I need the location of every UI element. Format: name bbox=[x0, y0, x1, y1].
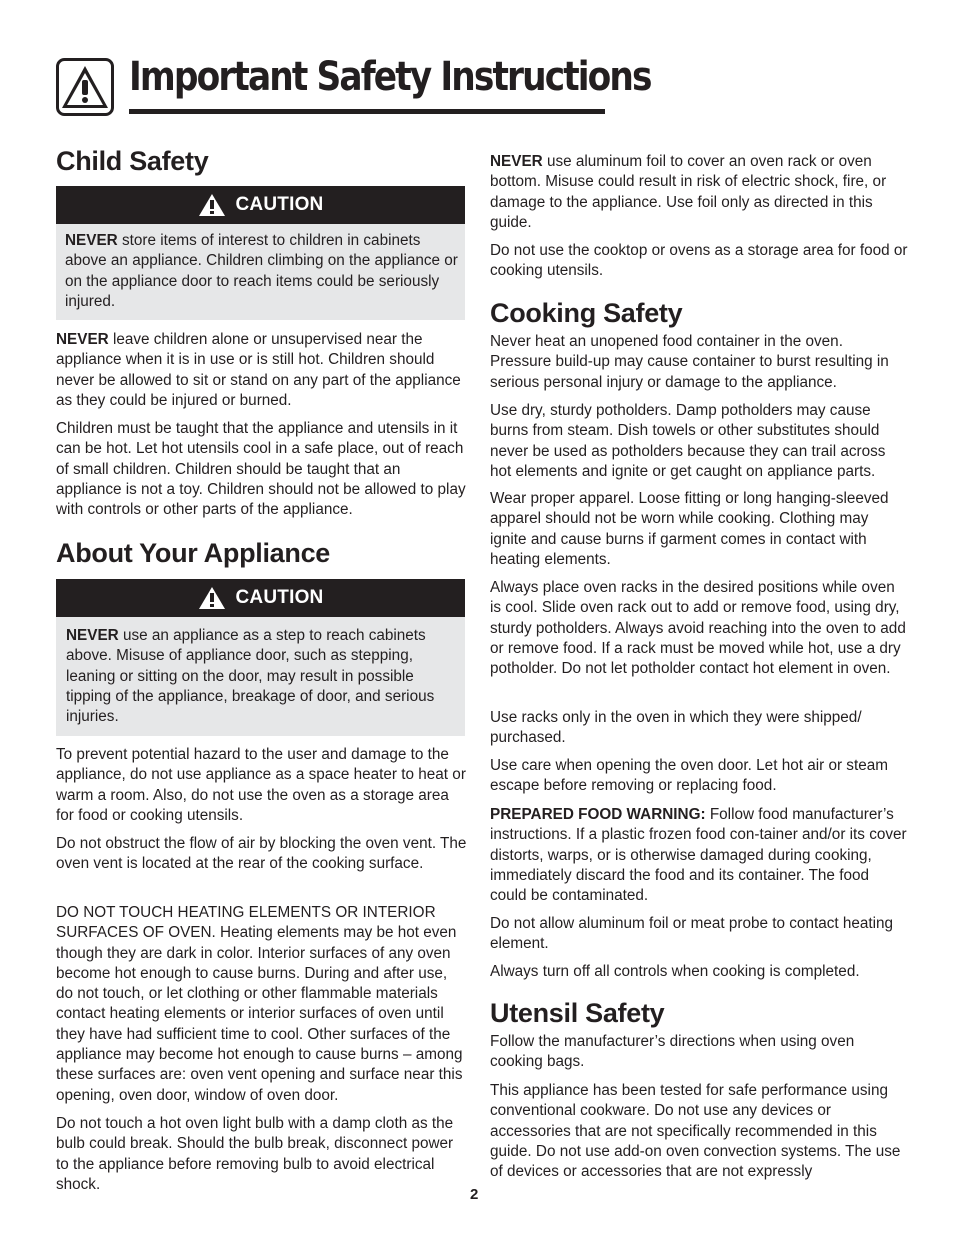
paragraph: Use racks only in the oven in which they were shipped/ purchased. bbox=[490, 709, 862, 747]
paragraph: Do not obstruct the flow of air by blocking the oven vent. The oven vent is located at the rear of the cooking surface. bbox=[56, 835, 467, 873]
child-safety-heading: Child Safety bbox=[56, 146, 209, 176]
paragraph: Do not use the cooktop or ovens as a storage area for food or cooking utensils. bbox=[490, 242, 908, 280]
paragraph: Wear proper apparel. Loose fitting or long hanging-sleeved apparel should not be worn while cooking. Clothing may ignite and cause burns if garment comes in contact with heating elements. bbox=[490, 490, 889, 568]
paragraph: This appliance has been tested for safe performance using conventional cookware. Do not use any devices or accessories that are not specifically recommended in this guide. Do not use add-on oven convection systems. The use of devices or accessories that are not expressly bbox=[490, 1082, 901, 1181]
paragraph: PREPARED FOOD WARNING: Follow food manufacturer’s instructions. If a plastic frozen food con-tainer and/or its cover distorts, warps, or is otherwise damaged during cooking, immediately discard the food and its container. The food could be contaminated. bbox=[490, 806, 907, 905]
paragraph: Follow the manufacturer’s directions when using oven cooking bags. bbox=[490, 1033, 855, 1071]
about-appliance-heading: About Your Appliance bbox=[56, 538, 331, 568]
page-title: Important Safety Instructions bbox=[129, 54, 651, 100]
caution-label: CAUTION bbox=[235, 194, 324, 215]
paragraph: Always turn off all controls when cooking is completed. bbox=[490, 963, 860, 980]
caution-banner bbox=[56, 186, 465, 224]
paragraph: NEVER use aluminum foil to cover an oven rack or oven bottom. Misuse could result in risk of electric shock, fire, or damage to the appliance. Use foil only as directed in this guide. bbox=[490, 153, 887, 231]
utensil-safety-heading: Utensil Safety bbox=[490, 998, 665, 1028]
warning-icon bbox=[56, 58, 114, 116]
paragraph: Children must be taught that the appliance and utensils in it can be hot. Let hot utensils cool in a safe place, out of reach of small children. Children should be taught that an appliance is not a toy. Children should not be allowed to play with controls or other parts of the appliance. bbox=[56, 420, 466, 519]
page-number: 2 bbox=[470, 1186, 479, 1203]
caution-icon bbox=[198, 193, 226, 217]
paragraph: DO NOT TOUCH HEATING ELEMENTS OR INTERIOR SURFACES OF OVEN. Heating elements may be hot even though they are dark in color. Interior surfaces of any oven become hot enough to cause burns. During and after use, do not touch, or let clothing or other flammable materials contact heating elements or interior surfaces of oven until they have had sufficient time to cool. Other surfaces of the appliance may become hot enough to cause burns – among these surfaces are: oven vent opening and surface near this opening, oven door, window of oven door. bbox=[56, 904, 463, 1104]
cooking-safety-heading: Cooking Safety bbox=[490, 298, 683, 328]
paragraph: Always place oven racks in the desired positions while oven is cool. Slide oven rack out to add or remove food, using dry, sturdy potholders. Always avoid reaching into the oven to add or remove food. If a rack must be moved while hot, use a dry potholder. Do not let potholder contact hot element in oven. bbox=[490, 579, 906, 678]
paragraph: Use care when opening the oven door. Let hot air or steam escape before removing or replacing food. bbox=[490, 757, 888, 795]
paragraph: Do not allow aluminum foil or meat probe to contact heating element. bbox=[490, 915, 894, 953]
paragraph: To prevent potential hazard to the user and damage to the appliance, do not use appliance as a space heater to heat or warm a room. Also, do not use the oven as a storage area for food or cooking utensils. bbox=[56, 746, 466, 824]
caution-text: NEVER store items of interest to children in cabinets above an appliance. Children climbing on the appliance or on the appliance door to reach items could be seriously injured. bbox=[65, 232, 458, 310]
caution-box bbox=[56, 617, 465, 736]
paragraph: Do not touch a hot oven light bulb with a damp cloth as the bulb could break. Should the bulb break, disconnect power to the appliance before removing bulb to avoid electrical shock. bbox=[56, 1115, 454, 1193]
caution-text: NEVER use an appliance as a step to reach cabinets above. Misuse of appliance door, such as stepping, leaning or sitting on the door, may result in possible tipping of the appliance, breakage of door, and serious injuries. bbox=[66, 627, 435, 726]
paragraph: Use dry, sturdy potholders. Damp potholders may cause burns from steam. Dish towels or other substitutes should never be used as potholders because they can trail across hot elements and ignite or get caught on appliance parts. bbox=[490, 402, 886, 480]
caution-icon bbox=[198, 586, 226, 610]
paragraph: NEVER leave children alone or unsupervised near the appliance when it is in use or is still hot. Children should never be allowed to sit or stand on any part of the appliance as they could be injured or burned. bbox=[56, 331, 461, 409]
caution-label: CAUTION bbox=[235, 587, 324, 608]
paragraph: Never heat an unopened food container in the oven. Pressure build-up may cause container to burst resulting in serious personal injury or damage to the appliance. bbox=[490, 333, 889, 391]
title-underline bbox=[129, 109, 605, 114]
caution-box bbox=[56, 224, 465, 320]
caution-banner bbox=[56, 579, 465, 617]
